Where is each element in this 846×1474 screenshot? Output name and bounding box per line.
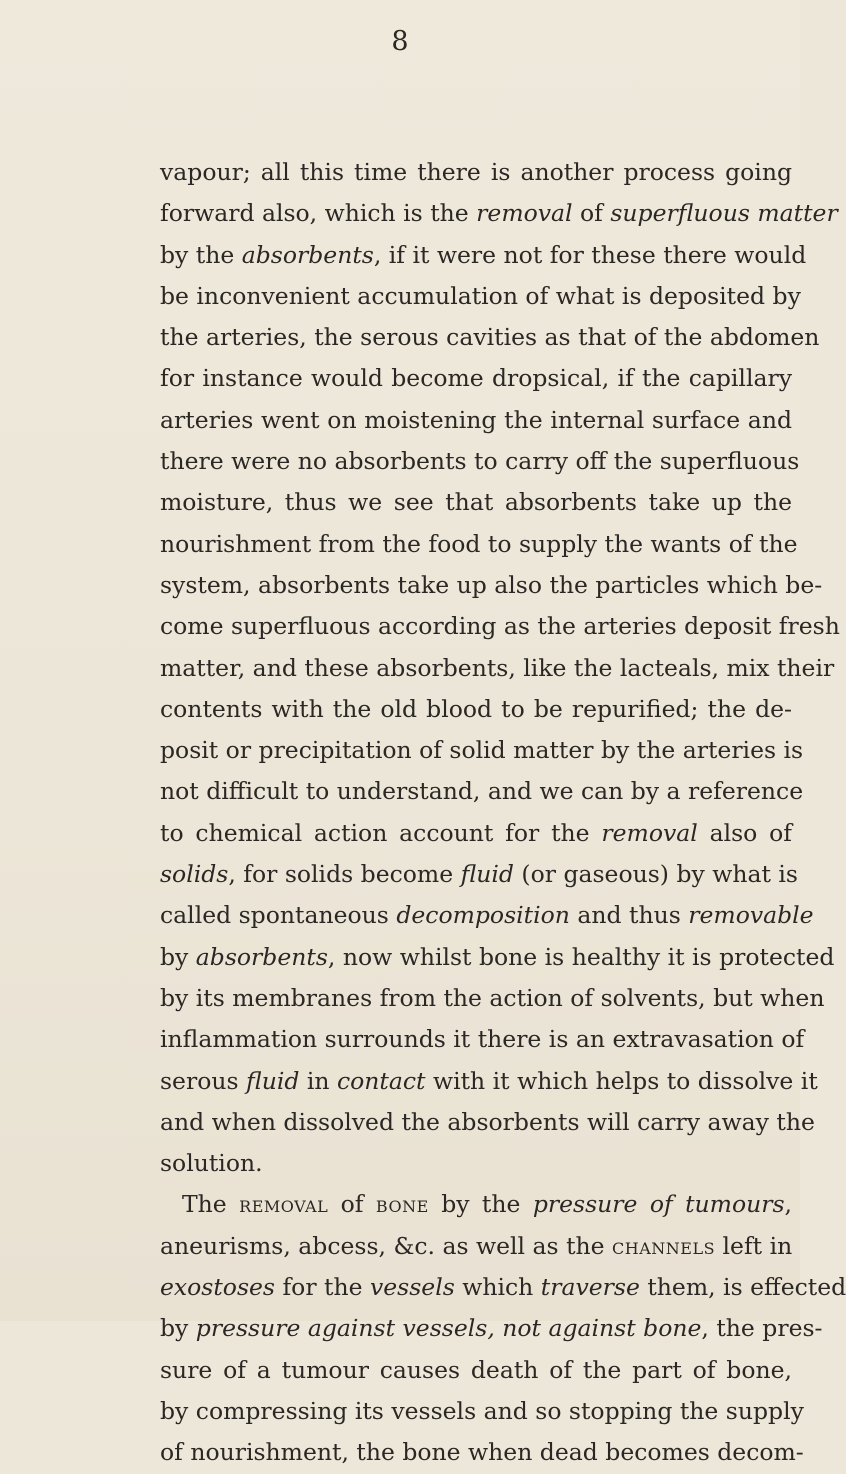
text-line: [160, 689, 792, 730]
text-run: posit or precipitation of solid matter by the arteries is: [160, 736, 804, 765]
text-line: [160, 482, 792, 523]
page-number: 8: [391, 26, 409, 57]
italic-text: vessels: [369, 1273, 455, 1302]
text-run: of nourishment, the bone when dead becomes decom-: [160, 1438, 804, 1467]
text-line: [160, 276, 801, 317]
italic-text: fluid: [460, 860, 514, 889]
text-line: [160, 1391, 804, 1432]
text-run: (or gaseous) by what is: [513, 860, 798, 889]
text-run: inflammation surrounds it there is an extravasation of: [160, 1025, 805, 1054]
text-run: , for solids become: [228, 860, 461, 889]
text-run: of: [572, 199, 611, 228]
text-run: by the: [428, 1190, 533, 1219]
text-line: [160, 771, 804, 812]
italic-text: exostoses: [160, 1273, 275, 1302]
text-run: in: [299, 1066, 337, 1095]
italic-text: fluid: [246, 1066, 300, 1095]
body-text: [160, 152, 846, 1474]
italic-text: absorbents: [195, 942, 328, 971]
text-run: arteries went on moistening the internal surface and: [160, 405, 792, 434]
text-run: system, absorbents take up also the particles which be-: [160, 570, 823, 599]
text-line: [160, 1432, 804, 1473]
text-line: [160, 565, 823, 606]
text-line: [160, 152, 792, 193]
text-line: [160, 730, 804, 771]
text-run: by compressing its vessels and so stopping the supply: [160, 1396, 804, 1425]
text-line: [160, 1061, 818, 1102]
text-run: The: [182, 1190, 240, 1219]
text-run: ,: [784, 1190, 793, 1219]
small-caps-text: bone: [375, 1190, 429, 1219]
italic-text: pressure of tumours: [532, 1190, 785, 1219]
italic-text: superfluous matter: [610, 199, 838, 228]
text-run: for instance would become dropsical, if the capillary: [160, 364, 792, 393]
text-line: [160, 400, 792, 441]
italic-text: pressure against vessels, not against bone: [195, 1314, 702, 1343]
text-run: , now whilst bone is healthy it is protected: [327, 942, 835, 971]
text-run: to chemical action account for the: [160, 818, 602, 847]
italic-text: removal: [601, 818, 698, 847]
text-run: for the: [275, 1273, 370, 1302]
text-run: , if it were not for these there would: [373, 240, 807, 269]
text-line: [160, 193, 838, 234]
text-run: with it which helps to dissolve it: [425, 1066, 818, 1095]
italic-text: traverse: [540, 1273, 640, 1302]
text-run: moisture, thus we see that absorbents take up the: [160, 488, 792, 517]
text-run: there were no absorbents to carry off the superfluous: [160, 447, 800, 476]
italic-text: contact: [336, 1066, 426, 1095]
text-run: by: [160, 1314, 196, 1343]
text-run: them, is effected: [639, 1273, 846, 1302]
text-run: of: [328, 1190, 376, 1219]
text-run: come superfluous according as the arteries deposit fresh: [160, 612, 840, 641]
text-run: and thus: [569, 901, 689, 930]
text-run: not difficult to understand, and we can by a reference: [160, 777, 804, 806]
text-line: [160, 1267, 846, 1308]
text-line: [160, 317, 820, 358]
text-run: vapour; all this time there is another process going: [160, 158, 792, 186]
text-line: [160, 1226, 792, 1267]
text-run: also of: [697, 818, 793, 847]
small-caps-text: removal: [239, 1190, 329, 1219]
italic-text: removable: [688, 901, 814, 930]
text-line: [160, 648, 835, 689]
text-run: , the pres-: [701, 1314, 823, 1343]
text-line: [160, 813, 792, 854]
text-run: called spontaneous: [160, 901, 397, 930]
text-run: sure of a tumour causes death of the part of bone,: [160, 1355, 792, 1384]
text-run: left in: [715, 1231, 793, 1260]
text-run: matter, and these absorbents, like the lacteals, mix their: [160, 653, 835, 682]
text-run: nourishment from the food to supply the wants of the: [160, 529, 798, 558]
text-line: [160, 606, 840, 647]
text-run: be inconvenient accumulation of what is deposited by: [160, 281, 801, 310]
text-line: [160, 854, 798, 895]
text-line: [160, 1184, 792, 1225]
text-line: [160, 978, 825, 1019]
text-line: [160, 1019, 805, 1060]
text-run: contents with the old blood to be repurified; the de-: [160, 694, 792, 723]
text-run: by its membranes from the action of solvents, but when: [160, 983, 825, 1012]
text-line: [160, 1102, 815, 1143]
small-caps-text: channels: [612, 1231, 716, 1260]
italic-text: absorbents: [241, 240, 374, 269]
text-line: [160, 358, 792, 399]
text-run: solution.: [160, 1149, 263, 1178]
text-run: the arteries, the serous cavities as that of the abdomen: [160, 323, 820, 352]
text-run: which: [454, 1273, 541, 1302]
text-line: [160, 524, 798, 565]
text-line: [160, 441, 800, 482]
text-line: [160, 1143, 792, 1184]
text-run: forward also, which is the: [160, 199, 477, 228]
italic-text: decomposition: [396, 901, 570, 930]
text-run: and when dissolved the absorbents will carry away the: [160, 1107, 815, 1136]
text-run: serous: [160, 1066, 247, 1095]
text-line: [160, 937, 835, 978]
text-line: [160, 895, 814, 936]
italic-text: removal: [476, 199, 573, 228]
text-run: by: [160, 942, 196, 971]
text-run: by the: [160, 240, 242, 269]
text-line: [160, 1350, 792, 1391]
text-run: aneurisms, abcess, &c. as well as the: [160, 1231, 613, 1260]
italic-text: solids: [160, 860, 229, 889]
text-line: [160, 1308, 823, 1349]
text-line: [160, 235, 807, 276]
